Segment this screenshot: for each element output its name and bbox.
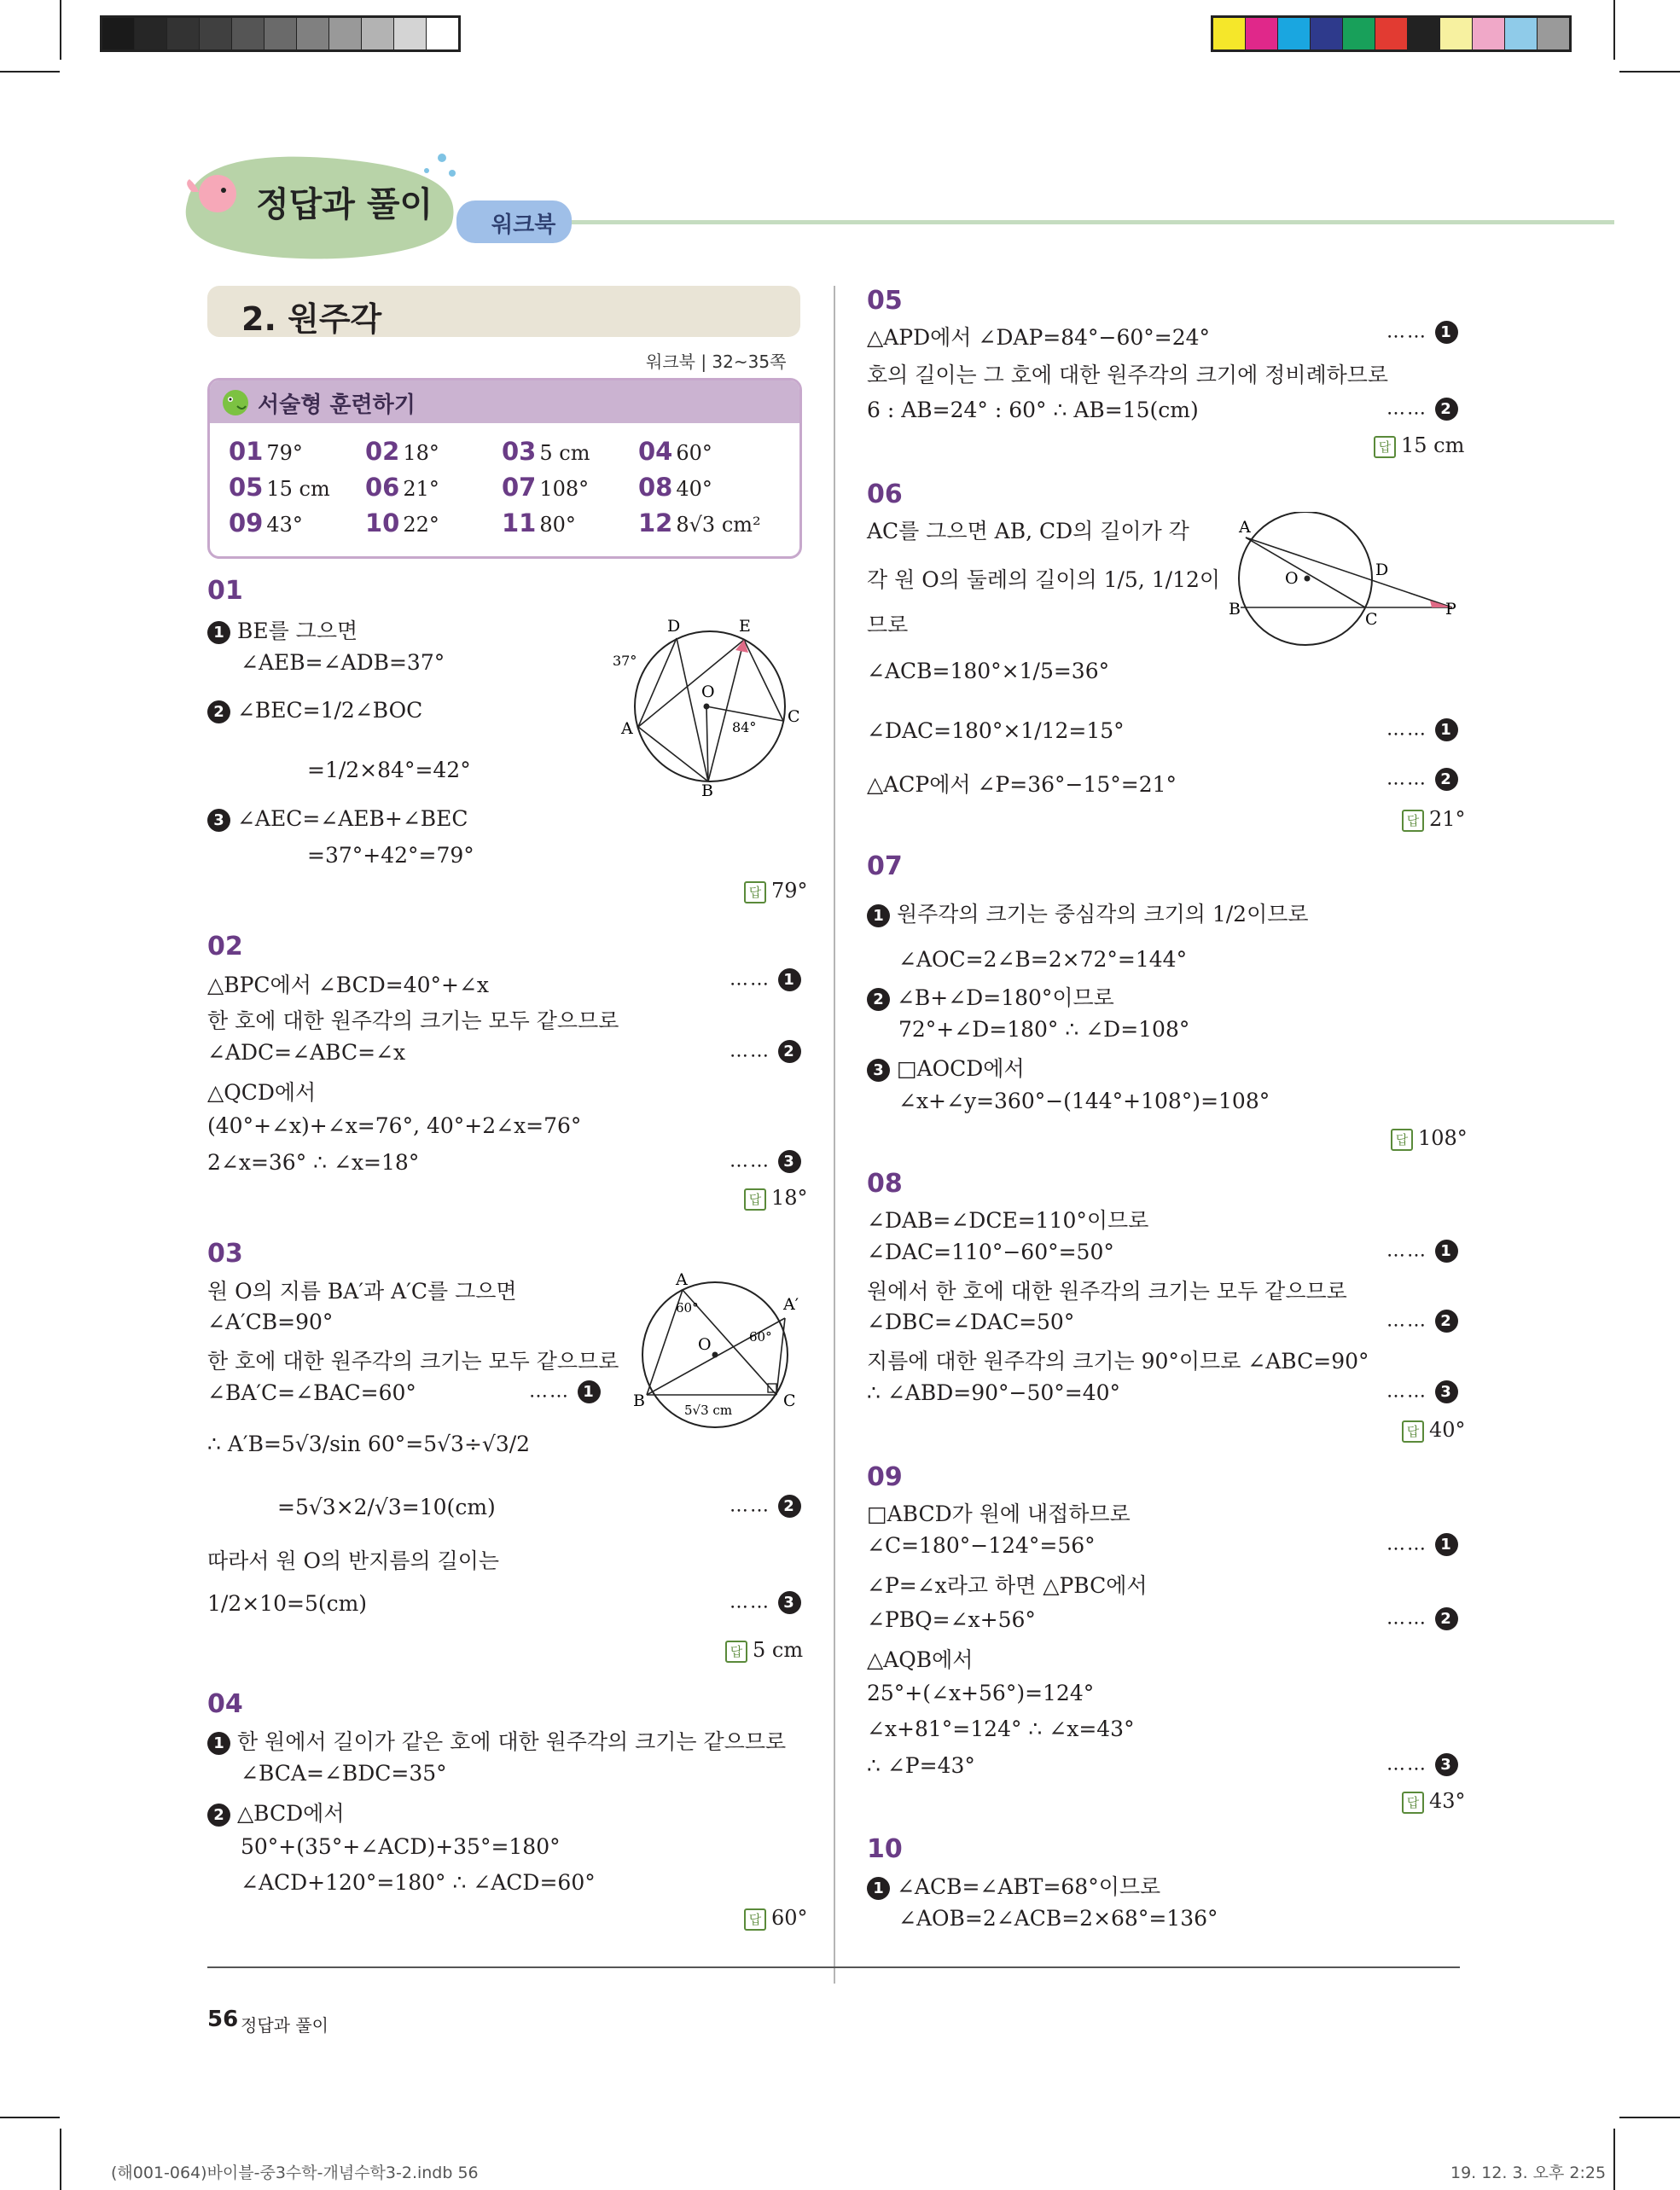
solution-line — [207, 1725, 786, 1756]
solution-line: 각 원 O의 둘레의 길이의 1/5, 1/12이 — [867, 567, 1220, 592]
final-answer — [1402, 807, 1466, 832]
solution-line: ∠BA′C=∠BAC=60° — [207, 1380, 416, 1405]
answer-value: 8√3 cm² — [676, 513, 761, 537]
step-dots — [1386, 1533, 1458, 1556]
solution-line: △ACP에서 ∠P=36°−15°=21° — [867, 772, 1177, 797]
crop-mark — [0, 71, 60, 73]
fig-label-B: B — [633, 1391, 645, 1410]
step-1-marker: 1 — [867, 904, 890, 927]
answer-summary-title: 서술형 훈련하기 — [258, 392, 416, 418]
figure-06-circle — [1229, 512, 1468, 657]
answer-number: 01 — [229, 437, 264, 466]
solution-line: ∠BCA=∠BDC=35° — [241, 1761, 447, 1786]
answer-item — [638, 508, 792, 537]
step-dots — [1386, 1607, 1458, 1630]
fig-label-C: C — [788, 707, 800, 726]
badge-title: 정답과 풀이 — [256, 185, 433, 224]
answer-icon: 답 — [1402, 1420, 1424, 1443]
fig-angle-84: 84° — [732, 719, 757, 735]
step-3-marker: 3 — [1435, 1753, 1458, 1776]
solution-line: 25°+(∠x+56°)=124° — [867, 1681, 1095, 1705]
fig-label-A-prime: A′ — [783, 1295, 799, 1314]
problem-number: 02 — [207, 932, 243, 961]
answer-icon: 답 — [744, 1188, 766, 1211]
text: ∠ACB=∠ABT=68°이므로 — [896, 1874, 1161, 1899]
crop-mark — [1619, 71, 1680, 73]
dots: …… — [1386, 1310, 1427, 1332]
final-answer — [744, 1186, 808, 1211]
step-dots — [1386, 1753, 1458, 1776]
answer-value: 18° — [771, 1186, 808, 1210]
gray-swatch — [394, 18, 427, 49]
answer-icon: 답 — [1402, 1792, 1424, 1814]
dots: …… — [1386, 1607, 1427, 1629]
color-swatch — [1440, 18, 1473, 49]
fig-label-A: A — [1239, 518, 1251, 537]
dots: …… — [730, 1040, 770, 1062]
step-3-marker: 3 — [867, 1059, 890, 1082]
dots: …… — [730, 1495, 770, 1517]
answer-summary-box — [207, 378, 802, 559]
color-swatch-bar — [1211, 15, 1572, 52]
gray-swatch — [329, 18, 362, 49]
solution-line: ∴ ∠P=43° — [867, 1753, 975, 1778]
solution-line: ∠ACD+120°=180° ∴ ∠ACD=60° — [241, 1870, 596, 1895]
answer-item — [502, 508, 638, 537]
answer-value: 60° — [771, 1906, 808, 1930]
answer-number: 03 — [502, 437, 537, 466]
gray-swatch — [232, 18, 264, 49]
file-info: (해001-064)바이블-중3수학-개념수학3-2.indb 56 — [111, 2164, 479, 2182]
solution-line: ∠P=∠x라고 하면 △PBC에서 — [867, 1573, 1148, 1598]
problem-number: 08 — [867, 1169, 903, 1199]
step-dots — [730, 1591, 801, 1614]
column-divider — [834, 286, 835, 1984]
step-dots — [1386, 398, 1458, 421]
crop-mark — [1613, 0, 1615, 60]
color-swatch — [1408, 18, 1440, 49]
step-dots — [1386, 1310, 1458, 1333]
answer-number: 12 — [638, 508, 673, 537]
fig-label-A: A — [676, 1271, 688, 1289]
step-dots — [1386, 1240, 1458, 1263]
crop-mark — [0, 2117, 60, 2118]
gray-swatch — [264, 18, 297, 49]
answer-value: 5 cm — [753, 1638, 804, 1662]
answer-icon: 답 — [1374, 436, 1396, 458]
dots: …… — [1386, 398, 1427, 420]
answer-number: 06 — [365, 473, 400, 502]
solution-line: 1/2×10=5(cm) — [207, 1591, 368, 1616]
problem-number: 01 — [207, 576, 243, 606]
solution-line — [207, 614, 358, 645]
solution-line: 므로 — [867, 613, 909, 637]
step-1-marker: 1 — [578, 1380, 601, 1403]
solution-line: =37°+42°=79° — [307, 843, 474, 868]
color-swatch — [1375, 18, 1408, 49]
gray-swatch — [167, 18, 200, 49]
step-1-marker: 1 — [1435, 1240, 1458, 1263]
answer-value: 108° — [1418, 1126, 1468, 1150]
color-swatch — [1278, 18, 1311, 49]
step-dots — [529, 1380, 601, 1403]
step-dots — [730, 1495, 801, 1518]
step-dots — [1386, 1380, 1458, 1403]
dots: …… — [1386, 718, 1427, 741]
page-label: 정답과 풀이 — [241, 2015, 328, 2036]
answer-value: 15 cm — [1401, 433, 1465, 457]
fig-label-O: O — [1285, 569, 1299, 588]
color-swatch — [1246, 18, 1278, 49]
text: 한 원에서 길이가 같은 호에 대한 원주각의 크기는 같으므로 — [236, 1729, 787, 1754]
solution-line — [207, 698, 422, 723]
answer-number: 05 — [229, 473, 264, 502]
fig-label-C: C — [783, 1391, 796, 1410]
text: □AOCD에서 — [896, 1056, 1025, 1081]
step-2-marker: 2 — [1435, 768, 1458, 791]
fig-label-D: D — [667, 617, 681, 636]
solution-line: ∠AEB=∠ADB=37° — [241, 650, 445, 675]
answer-value: 79° — [771, 879, 808, 903]
gray-swatch — [427, 18, 458, 49]
fig-label-O: O — [701, 683, 715, 701]
fig-label-B: B — [1229, 600, 1241, 619]
final-answer — [725, 1638, 803, 1663]
crop-mark — [1619, 2117, 1680, 2118]
solution-line: △QCD에서 — [207, 1080, 317, 1105]
answer-value: 79° — [266, 441, 303, 465]
step-dots — [730, 1040, 801, 1063]
step-2-marker: 2 — [1435, 398, 1458, 421]
gray-swatch — [297, 18, 329, 49]
solution-line: 2∠x=36° ∴ ∠x=18° — [207, 1150, 420, 1175]
answer-number: 10 — [365, 508, 400, 537]
step-2-marker: 2 — [867, 988, 890, 1011]
step-1-marker: 1 — [778, 968, 801, 991]
fig-label-P: P — [1445, 600, 1456, 619]
answer-icon: 답 — [725, 1641, 747, 1663]
solution-line — [207, 1797, 345, 1827]
solution-line: ∠DBC=∠DAC=50° — [867, 1310, 1075, 1334]
answer-summary-header — [210, 380, 799, 423]
answer-value: 21° — [403, 477, 439, 501]
answer-item — [365, 473, 502, 502]
text: BE를 그으면 — [236, 619, 358, 643]
solution-line — [867, 1870, 1160, 1901]
dots: …… — [529, 1380, 570, 1403]
solution-line: 호의 길이는 그 호에 대한 원주각의 크기에 정비례하므로 — [867, 363, 1389, 387]
answer-value: 60° — [676, 441, 712, 465]
answer-item — [229, 437, 365, 466]
step-1-marker: 1 — [207, 621, 230, 644]
gray-swatch — [362, 18, 394, 49]
answer-item — [229, 473, 365, 502]
step-1-marker: 1 — [1435, 321, 1458, 344]
step-dots — [730, 968, 801, 991]
final-answer — [1374, 433, 1464, 458]
answer-item — [502, 473, 638, 502]
solution-line: ∠AOB=2∠ACB=2×68°=136° — [898, 1906, 1218, 1931]
step-2-marker: 2 — [1435, 1310, 1458, 1333]
solution-line — [867, 981, 1114, 1012]
answer-value: 40° — [1429, 1418, 1466, 1442]
final-answer — [744, 879, 808, 903]
problem-number: 03 — [207, 1239, 243, 1269]
problem-number: 06 — [867, 479, 903, 509]
solution-line: (40°+∠x)+∠x=76°, 40°+2∠x=76° — [207, 1113, 582, 1138]
step-3-marker: 3 — [207, 809, 230, 832]
answer-number: 08 — [638, 473, 673, 502]
solution-line: ∠AOC=2∠B=2×72°=144° — [898, 947, 1188, 972]
answer-number: 02 — [365, 437, 400, 466]
step-2-marker: 2 — [207, 700, 230, 723]
dots: …… — [1386, 1533, 1427, 1555]
text: ∠B+∠D=180°이므로 — [896, 985, 1114, 1010]
step-dots — [1386, 768, 1458, 791]
figure-03-circle — [623, 1271, 815, 1433]
solution-line: 6 : AB=24° : 60° ∴ AB=15(cm) — [867, 398, 1199, 422]
solution-line — [867, 1052, 1025, 1083]
solution-line: 72°+∠D=180° ∴ ∠D=108° — [898, 1017, 1190, 1042]
figure-01-circle — [606, 614, 815, 798]
fig-label-B: B — [701, 781, 713, 798]
print-stamp: 19. 12. 3. 오후 2:25 — [1450, 2164, 1607, 2182]
answer-value: 15 cm — [266, 477, 330, 501]
fig-label-O: O — [698, 1335, 712, 1354]
solution-line: ∠C=180°−124°=56° — [867, 1533, 1096, 1558]
gray-swatch — [102, 18, 135, 49]
gray-swatch — [200, 18, 232, 49]
step-dots — [730, 1150, 801, 1173]
answer-value: 21° — [1429, 807, 1466, 831]
dots: …… — [730, 1591, 770, 1613]
color-swatch — [1343, 18, 1375, 49]
dots: …… — [730, 968, 770, 990]
solution-line: △APD에서 ∠DAP=84°−60°=24° — [867, 325, 1211, 350]
answer-item — [502, 437, 638, 466]
crop-mark — [60, 2129, 61, 2190]
solution-line: ∠DAC=110°−60°=50° — [867, 1240, 1114, 1264]
page-number: 56 — [207, 2007, 239, 2032]
final-answer — [744, 1906, 808, 1931]
fig-angle-37: 37° — [613, 653, 637, 669]
solution-line — [867, 897, 1309, 928]
answer-number: 09 — [229, 508, 264, 537]
problem-number: 05 — [867, 286, 903, 316]
answer-value: 43° — [266, 513, 303, 537]
solution-line: 50°+(35°+∠ACD)+35°=180° — [241, 1834, 561, 1859]
problem-number: 09 — [867, 1462, 903, 1492]
color-swatch — [1538, 18, 1569, 49]
dots: …… — [1386, 1753, 1427, 1775]
fig-angle-60: 60° — [676, 1300, 699, 1316]
answer-number: 11 — [502, 508, 537, 537]
step-dots — [1386, 718, 1458, 741]
answer-value: 40° — [676, 477, 712, 501]
solution-line: ∠DAC=180°×1/12=15° — [867, 718, 1125, 743]
step-2-marker: 2 — [778, 1040, 801, 1063]
solution-line: =5√3×2/√3=10(cm) — [277, 1495, 496, 1519]
chameleon-icon — [218, 386, 253, 420]
dots: …… — [1386, 1380, 1427, 1403]
solution-line: △BPC에서 ∠BCD=40°+∠x — [207, 973, 490, 997]
solution-line: ∠DAB=∠DCE=110°이므로 — [867, 1208, 1149, 1233]
answer-item — [365, 437, 502, 466]
step-2-marker: 2 — [207, 1804, 230, 1827]
page-range: 워크북 | 32~35쪽 — [646, 351, 787, 372]
step-2-marker: 2 — [1435, 1607, 1458, 1630]
step-1-marker: 1 — [1435, 718, 1458, 741]
dots: …… — [1386, 1240, 1427, 1262]
answer-value: 43° — [1429, 1789, 1466, 1813]
text: 원주각의 크기는 중심각의 크기의 1/2이므로 — [896, 902, 1309, 927]
fig-label-E: E — [739, 617, 751, 636]
solution-line: 한 호에 대한 원주각의 크기는 모두 같으므로 — [207, 1008, 619, 1033]
answer-item — [638, 473, 792, 502]
answer-icon: 답 — [1391, 1129, 1413, 1151]
answer-item — [229, 508, 365, 537]
answer-value: 108° — [539, 477, 590, 501]
footer-rule — [207, 1966, 1460, 1968]
solution-line: ∠x+81°=124° ∴ ∠x=43° — [867, 1717, 1135, 1741]
answer-number: 04 — [638, 437, 673, 466]
answer-item — [638, 437, 792, 466]
final-answer — [1402, 1789, 1466, 1814]
answer-icon: 답 — [744, 881, 766, 903]
solution-line: ∠ACB=180°×1/5=36° — [867, 659, 1110, 683]
solution-line: ∠x+∠y=360°−(144°+108°)=108° — [898, 1089, 1270, 1113]
problem-number: 07 — [867, 851, 903, 881]
section-header — [207, 286, 800, 337]
text: ∠BEC=1/2∠BOC — [236, 698, 423, 723]
crop-mark — [60, 0, 61, 60]
step-3-marker: 3 — [1435, 1380, 1458, 1403]
solution-line: 따라서 원 O의 반지름의 길이는 — [207, 1548, 500, 1573]
color-swatch — [1213, 18, 1246, 49]
solution-line: AC를 그으면 AB, CD의 길이가 각 — [867, 519, 1189, 543]
answer-icon: 답 — [744, 1908, 766, 1931]
color-swatch — [1311, 18, 1343, 49]
problem-number: 10 — [867, 1834, 903, 1864]
answer-value: 5 cm — [539, 441, 590, 465]
color-swatch — [1473, 18, 1505, 49]
step-2-marker: 2 — [778, 1495, 801, 1518]
solution-line: □ABCD가 원에 내접하므로 — [867, 1502, 1131, 1526]
solution-line: 지름에 대한 원주각의 크기는 90°이므로 ∠ABC=90° — [867, 1349, 1369, 1374]
solution-line: ∠A′CB=90° — [207, 1310, 334, 1334]
step-1-marker: 1 — [207, 1732, 230, 1755]
final-answer — [1402, 1418, 1466, 1443]
solution-line: ∠ADC=∠ABC=∠x — [207, 1040, 406, 1065]
answer-value: 22° — [403, 513, 439, 537]
gray-swatch — [135, 18, 167, 49]
fig-side-label: 5√3 cm — [684, 1403, 733, 1418]
header-rule — [563, 220, 1614, 224]
solution-line — [207, 806, 468, 832]
badge-subtitle: 워크북 — [491, 212, 556, 238]
problem-number: 04 — [207, 1689, 243, 1719]
solution-line: ∠PBQ=∠x+56° — [867, 1607, 1036, 1632]
solution-line: △AQB에서 — [867, 1647, 974, 1672]
solution-line: =1/2×84°=42° — [307, 758, 471, 782]
fig-label-D: D — [1375, 561, 1389, 579]
answer-number: 07 — [502, 473, 537, 502]
dots: …… — [1386, 321, 1427, 343]
crop-mark — [1613, 2129, 1615, 2190]
step-3-marker: 3 — [778, 1150, 801, 1173]
text: △BCD에서 — [236, 1801, 345, 1826]
solution-line: 원 O의 지름 BA′과 A′C를 그으면 — [207, 1279, 517, 1304]
answer-value: 18° — [403, 441, 439, 465]
solution-line: 원에서 한 호에 대한 원주각의 크기는 모두 같으므로 — [867, 1279, 1347, 1304]
fig-angle-60: 60° — [749, 1329, 772, 1345]
step-3-marker: 3 — [778, 1591, 801, 1614]
dots: …… — [730, 1150, 770, 1172]
text: ∠AEC=∠AEB+∠BEC — [236, 806, 468, 831]
color-swatch — [1505, 18, 1538, 49]
solution-line: ∴ A′B=5√3/sin 60°=5√3÷√3/2 — [207, 1432, 531, 1456]
answer-value: 80° — [539, 513, 576, 537]
step-1-marker: 1 — [867, 1877, 890, 1900]
fig-label-C: C — [1365, 610, 1378, 629]
answer-grid — [229, 437, 792, 537]
solution-line: ∴ ∠ABD=90°−50°=40° — [867, 1380, 1121, 1405]
solution-line: 한 호에 대한 원주각의 크기는 모두 같으므로 — [207, 1349, 619, 1374]
dots: …… — [1386, 768, 1427, 790]
answer-icon: 답 — [1402, 810, 1424, 832]
answer-item — [365, 508, 502, 537]
fig-label-A: A — [621, 719, 633, 738]
step-1-marker: 1 — [1435, 1533, 1458, 1556]
section-title: 2. 원주각 — [241, 300, 382, 338]
gray-scale-bar — [100, 15, 461, 52]
step-dots — [1386, 321, 1458, 344]
final-answer — [1391, 1126, 1468, 1151]
